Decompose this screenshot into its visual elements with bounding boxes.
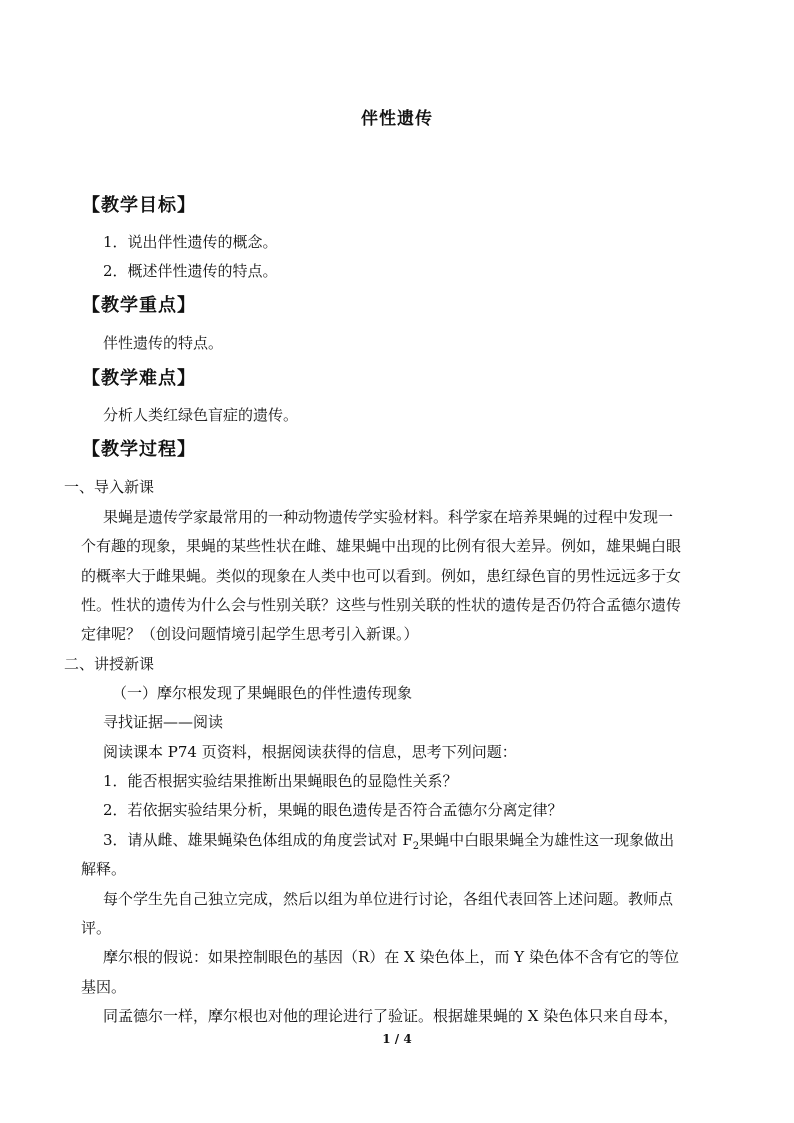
hypothesis-line-1: 摩尔根的假说：如果控制眼色的基因（R）在 X 染色体上，而 Y 染色体不含有它的等位	[103, 948, 679, 966]
part2-title: 二、讲授新课	[64, 655, 155, 673]
hypothesis-line-2: 基因。	[81, 978, 127, 996]
question-3-line-2: 解释。	[81, 860, 127, 878]
heading-objectives: 【教学目标】	[82, 195, 196, 216]
reading-instruction: 阅读课本 P74 页资料，根据阅读获得的信息，思考下列问题：	[103, 743, 517, 761]
page-number: 1 / 4	[382, 1032, 412, 1046]
question-3-part-b: 果蝇中白眼果蝇全为雄性这一现象做出	[419, 831, 675, 849]
objective-item-2: 2．概述伴性遗传的特点。	[103, 262, 278, 280]
question-3-line-1	[103, 830, 674, 857]
intro-line-4: 性。性状的遗传为什么会与性别关联？这些与性别关联的性状的遗传是否仍符合孟德尔遗传	[81, 596, 682, 614]
evidence-label: 寻找证据——阅读	[103, 713, 224, 731]
difficulties-text: 分析人类红绿色盲症的遗传。	[103, 406, 299, 424]
intro-line-2: 个有趣的现象，果蝇的某些性状在雌、雄果蝇中出现的比例有很大差异。例如，雄果蝇白眼	[81, 537, 682, 555]
heading-difficulties: 【教学难点】	[82, 368, 196, 389]
question-2: 2．若依据实验结果分析，果蝇的眼色遗传是否符合孟德尔分离定律？	[103, 801, 563, 819]
part1-title: 一、导入新课	[64, 478, 155, 496]
intro-line-1: 果蝇是遗传学家最常用的一种动物遗传学实验材料。科学家在培养果蝇的过程中发现一	[103, 508, 674, 526]
key-points-text: 伴性遗传的特点。	[103, 334, 224, 352]
question-3-part-a: 3．请从雌、雄果蝇染色体组成的角度尝试对 F	[103, 831, 413, 849]
question-1: 1．能否根据实验结果推断出果蝇眼色的显隐性关系？	[103, 772, 458, 790]
heading-key-points: 【教学重点】	[82, 295, 196, 316]
intro-line-3: 的概率大于雌果蝇。类似的现象在人类中也可以看到。例如，患红绿色盲的男性远远多于女	[81, 567, 682, 585]
objective-item-1: 1．说出伴性遗传的概念。	[103, 233, 278, 251]
heading-process: 【教学过程】	[82, 439, 196, 460]
discussion-line-2: 评。	[81, 919, 112, 937]
question-3-subscript: 2	[412, 841, 420, 852]
verification-line: 同孟德尔一样，摩尔根也对他的理论进行了验证。根据雄果蝇的 X 染色体只来自母本，	[103, 1007, 679, 1025]
document-title: 伴性遗传	[361, 109, 433, 129]
intro-line-5: 定律呢？（创设问题情境引起学生思考引入新课。）	[81, 625, 419, 643]
discussion-line-1: 每个学生先自己独立完成，然后以组为单位进行讨论，各组代表回答上述问题。教师点	[103, 890, 674, 908]
subsection-1-title: （一）摩尔根发现了果蝇眼色的伴性遗传现象	[112, 684, 413, 702]
